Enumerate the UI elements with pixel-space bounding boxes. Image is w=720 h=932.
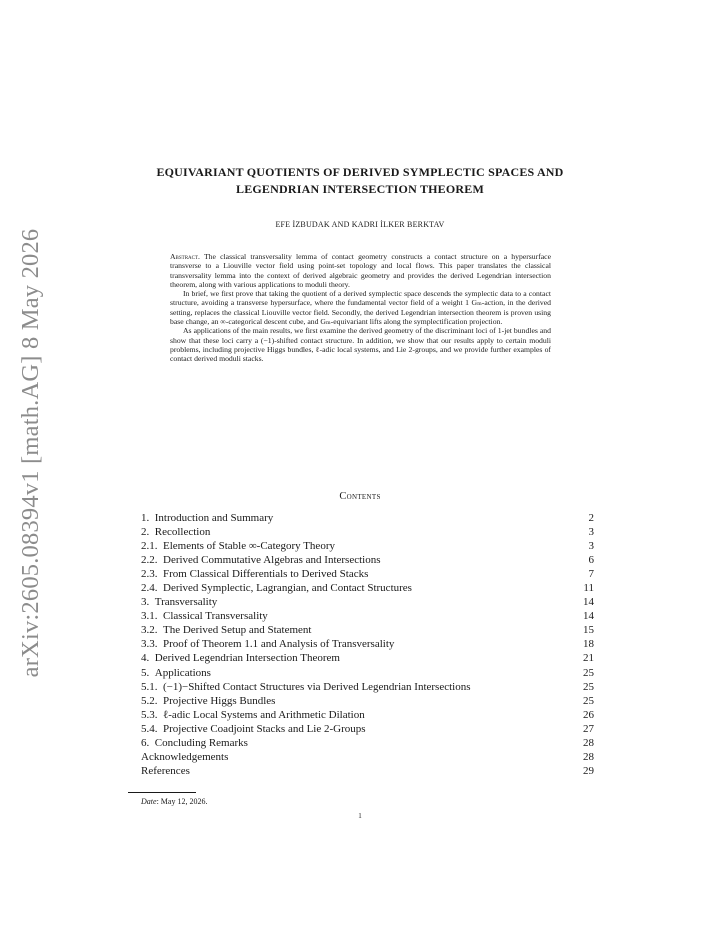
toc-entry-page: 14 [583,596,594,609]
paper-title [120,164,600,198]
toc-entry-page: 26 [583,708,594,721]
arxiv-id-text: arXiv:2605.08394v1 [math.AG] 8 May 2026 [17,228,44,678]
toc-entry-page: 25 [583,666,594,679]
arxiv-identifier-stamp [16,228,46,678]
toc-entry-page: 15 [583,624,594,637]
toc-entry-title [141,511,574,525]
toc-entry-title [141,595,574,609]
toc-entry-title-text: Projective Higgs Bundles [163,694,276,707]
toc-entry[interactable] [141,525,594,539]
toc-entry-page: 27 [583,722,594,735]
toc-entry-title [141,680,574,694]
toc-entry-page: 25 [583,680,594,693]
footnote-text: May 12, 2026. [160,797,208,806]
toc-entry-title-text: (−1)−Shifted Contact Structures via Derived Legendrian Intersections [163,680,471,693]
toc-entry-title-text: Applications [154,666,211,679]
toc-entry-number: 2. [141,526,150,539]
toc-entry-title [141,539,574,553]
toc-entry[interactable] [141,694,594,708]
toc-entry[interactable] [141,637,594,651]
toc-entry-number: 2.3. [141,568,158,581]
toc-entry-page: 6 [588,554,594,567]
toc-entry[interactable] [141,708,594,722]
toc-entry[interactable] [141,567,594,581]
toc-entry-number: 2.1. [141,540,158,553]
toc-entry[interactable] [141,736,594,750]
abstract-paragraph-text: The classical transversality lemma of contact geometry constructs a contact structure on a hypersurface transverse to a Liouville vector field using point-set topology and local flows. This paper translates the classical transversality lemma into the context of derived algebraic geometry and provides the derived Legendrian intersection theorem, along with various applications to moduli theory. [170,252,551,289]
toc-entry-title [141,694,574,708]
toc-entry-page: 29 [583,764,594,777]
toc-entry-title [141,609,574,623]
toc-entry-title-text: Derived Symplectic, Lagrangian, and Contact Structures [163,582,412,595]
toc-entry-title [141,581,574,595]
toc-entry-page: 3 [588,540,594,553]
toc-entry-title-text: Proof of Theorem 1.1 and Analysis of Transversality [163,638,395,651]
contents-heading: Contents [339,491,381,502]
toc-entry-title [141,623,574,637]
toc-entry[interactable] [141,764,594,778]
abstract [170,252,551,364]
toc-entry-page: 2 [588,512,594,524]
toc-entry[interactable] [141,511,594,525]
page-number: 1 [358,812,362,820]
toc-entry-number: 3.1. [141,610,158,623]
toc-entry[interactable] [141,623,594,637]
abstract-paragraph [170,252,551,289]
toc-entry[interactable] [141,609,594,623]
toc-entry-title-text: Acknowledgements [141,750,229,763]
toc-entry-title-text: Recollection [154,526,211,539]
toc-entry-title-text: Elements of Stable ∞-Category Theory [163,540,335,553]
toc-entry-title [141,637,574,651]
toc-entry-title [141,525,574,539]
toc-entry-title-text: From Classical Differentials to Derived Stacks [163,568,369,581]
toc-entry-title [141,553,574,567]
toc-entry-title-text: Derived Legendrian Intersection Theorem [154,652,340,665]
toc-entry-title-text: Introduction and Summary [154,512,274,524]
toc-entry-page: 11 [583,582,594,595]
toc-entry-title [141,666,574,680]
toc-entry-page: 18 [583,638,594,651]
toc-entry-page: 3 [588,526,594,539]
table-of-contents [141,511,594,778]
toc-entry[interactable] [141,539,594,553]
date-footnote: Date: May 12, 2026. [141,797,208,806]
toc-entry-title [141,750,574,764]
toc-entry-title [141,736,574,750]
toc-entry-number: 3.3. [141,638,158,651]
toc-entry[interactable] [141,595,594,609]
toc-entry-number: 2.4. [141,582,158,595]
toc-entry-page: 28 [583,750,594,763]
authors: EFE İZBUDAK AND KADRI İLKER BERKTAV [275,220,445,229]
toc-entry-page: 21 [583,652,594,665]
toc-entry-title [141,722,574,736]
toc-entry-title-text: ℓ-adic Local Systems and Arithmetic Dilation [163,708,365,721]
toc-entry[interactable] [141,750,594,764]
toc-entry[interactable] [141,581,594,595]
abstract-label: Abstract. [170,252,200,261]
title-line-1: EQUIVARIANT QUOTIENTS OF DERIVED SYMPLECTIC SPACES AND [156,165,564,179]
toc-entry-title-text: Concluding Remarks [154,736,248,749]
toc-entry-title-text: Classical Transversality [163,610,268,623]
toc-entry-page: 14 [583,610,594,623]
toc-entry-number: 2.2. [141,554,158,567]
toc-entry-number: 5.1. [141,680,158,693]
abstract-paragraph: In brief, we first prove that taking the quotient of a derived symplectic space descends the symplectic data to a contact structure, avoiding a transverse hypersurface, where the fundamental vector field of a weight 1 Gₘ-action, in the derived setting, replaces the classical Liouville vector field. Secondly, the derived Legendrian intersection theorem is proven using base change, an ∞-categorical descent cube, and Gₘ-equivariant lifts along the symplectification projection. [170,289,551,327]
toc-entry-number: 1. [141,512,150,524]
toc-entry[interactable] [141,722,594,736]
toc-entry[interactable] [141,666,594,680]
toc-entry-number: 3.2. [141,624,158,637]
toc-entry-title-text: The Derived Setup and Statement [163,624,312,637]
toc-entry[interactable] [141,553,594,567]
toc-entry-title [141,651,574,665]
abstract-paragraph: As applications of the main results, we first examine the derived geometry of the discriminant loci of 1-jet bundles and show that these loci carry a (−1)-shifted contact structure. In addition, we show that our results apply to certain moduli problems, including projective Higgs bundles, ℓ-adic local systems, and Lie 2-groups, and we provide further examples of contact derived moduli stacks. [170,326,551,364]
footnote-rule [128,792,196,793]
toc-entry-title-text: Projective Coadjoint Stacks and Lie 2-Groups [163,722,366,735]
footnote-label: Date [141,797,157,806]
toc-entry-title-text: References [141,764,190,777]
toc-entry-number: 4. [141,652,150,665]
toc-entry[interactable] [141,680,594,694]
toc-entry[interactable] [141,651,594,665]
toc-entry-number: 5.3. [141,708,158,721]
toc-entry-number: 5.4. [141,722,158,735]
toc-entry-title-text: Derived Commutative Algebras and Intersections [163,554,381,567]
toc-entry-number: 6. [141,736,150,749]
toc-entry-number: 3. [141,596,150,609]
toc-entry-page: 28 [583,736,594,749]
toc-entry-title [141,708,574,722]
toc-entry-page: 25 [583,694,594,707]
toc-entry-title [141,764,574,778]
title-line-2: LEGENDRIAN INTERSECTION THEOREM [235,182,485,196]
toc-entry-number: 5.2. [141,694,158,707]
toc-entry-number: 5. [141,666,150,679]
toc-entry-title [141,567,574,581]
toc-entry-title-text: Transversality [154,596,218,609]
toc-entry-page: 7 [588,568,594,581]
